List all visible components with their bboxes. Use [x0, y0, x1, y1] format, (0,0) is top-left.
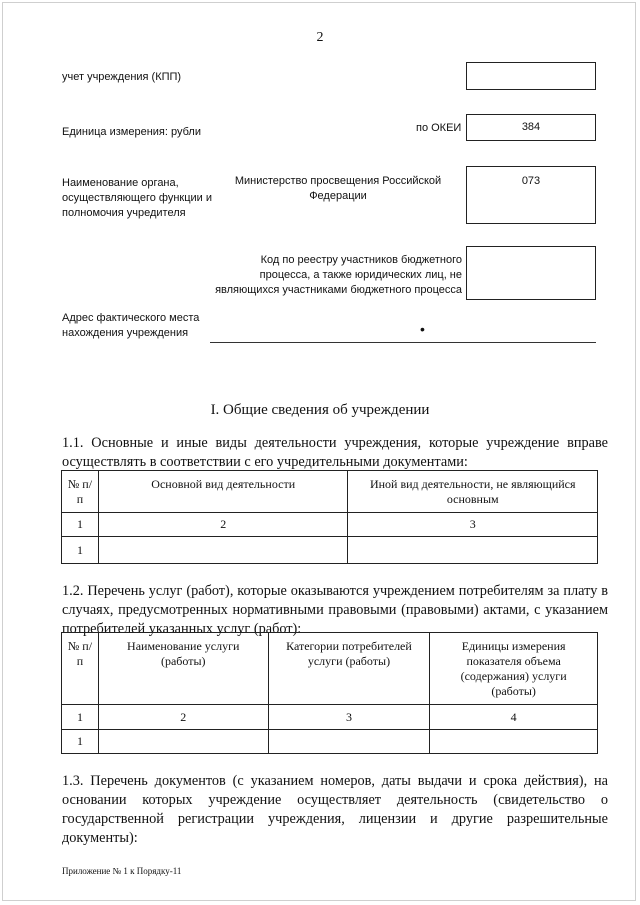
kpp-value-box[interactable]: [466, 62, 596, 90]
page-number: 2: [316, 30, 324, 45]
table-cell[interactable]: [268, 730, 430, 754]
organ-label-line: осуществляющего функции и: [62, 192, 213, 204]
footer-note: Приложение № 1 к Порядку-11: [62, 866, 182, 876]
address-label-line: Адрес фактического места: [62, 312, 200, 324]
col-header-main-activity: Основной вид деятельности: [98, 471, 348, 513]
registry-value-box[interactable]: [466, 246, 596, 300]
okei-value: 384: [521, 121, 541, 133]
table-cell: 2: [98, 705, 268, 730]
col-header-other-activity: Иной вид деятельности, не являющийся основным: [348, 471, 598, 513]
kpp-label: учет учреждения (КПП): [62, 71, 182, 83]
table-cell[interactable]: [430, 730, 598, 754]
table-index-row: [62, 513, 598, 537]
table-row: [62, 537, 598, 564]
organ-name-line: Федерации: [309, 190, 367, 202]
services-table: [61, 632, 598, 754]
table-cell: 3: [268, 705, 430, 730]
address-underline: [210, 342, 596, 343]
registry-label-line: являющихся участниками бюджетного процесса: [215, 284, 462, 296]
unit-label: Единица измерения: рубли: [62, 126, 201, 138]
table-cell: 1: [62, 730, 99, 754]
table-cell[interactable]: [98, 537, 348, 564]
table-cell: 2: [98, 513, 348, 537]
organ-label-line: Наименование органа,: [62, 177, 179, 189]
organ-code: 073: [521, 175, 541, 187]
section-1-3-text: 1.3. Перечень документов (с указанием номеров, даты выдачи и срока действия), на основании которых учреждение осуществляет деятельность (свидетельство о государственной регистрации учреждения, лицензии и другие разрешительные документы):: [62, 773, 608, 846]
okei-value-box[interactable]: [466, 114, 596, 141]
table-cell: 1: [62, 513, 99, 537]
table-cell: 4: [430, 705, 598, 730]
col-header-consumer-category: Категории потребителей услуги (работы): [268, 633, 430, 705]
table-cell[interactable]: [348, 537, 598, 564]
table-cell: 1: [62, 537, 99, 564]
organ-label-line: полномочия учредителя: [62, 207, 186, 219]
col-header-number: № п/п: [62, 471, 99, 513]
address-label-line: нахождения учреждения: [62, 327, 189, 339]
table-header-row: [62, 633, 598, 705]
section-1-1-text: 1.1. Основные и иные виды деятельности учреждения, которые учреждение вправе осуществлять в соответствии с его учредительными документами:: [62, 435, 608, 470]
address-label: [62, 311, 199, 341]
section-1-2-text: 1.2. Перечень услуг (работ), которые оказываются учреждением потребителям за плату в случаях, предусмотренных нормативными правовыми (правовыми) актами, с указанием потребителей указанных услуг (работ):: [62, 583, 608, 637]
table-cell: 1: [62, 705, 99, 730]
section-title: I. Общие сведения об учреждении: [210, 402, 430, 418]
col-header-volume-units: Единицы измерения показателя объема (содержания) услуги (работы): [430, 633, 598, 705]
address-value: •: [420, 321, 425, 337]
organ-code-box[interactable]: [466, 166, 596, 224]
organ-name: [222, 174, 454, 204]
activity-table: [61, 470, 598, 564]
table-index-row: [62, 705, 598, 730]
table-cell[interactable]: [98, 730, 268, 754]
registry-label-line: процесса, а также юридических лиц, не: [259, 269, 462, 281]
registry-label: [214, 253, 462, 298]
organ-name-line: Министерство просвещения Российской: [234, 175, 442, 187]
table-cell: 3: [348, 513, 598, 537]
col-header-number: № п/п: [62, 633, 99, 705]
col-header-service-name: Наименование услуги (работы): [98, 633, 268, 705]
table-header-row: [62, 471, 598, 513]
organ-label: [62, 176, 212, 221]
okei-label: по ОКЕИ: [416, 122, 462, 134]
table-row: [62, 730, 598, 754]
registry-label-line: Код по реестру участников бюджетного: [260, 254, 462, 266]
